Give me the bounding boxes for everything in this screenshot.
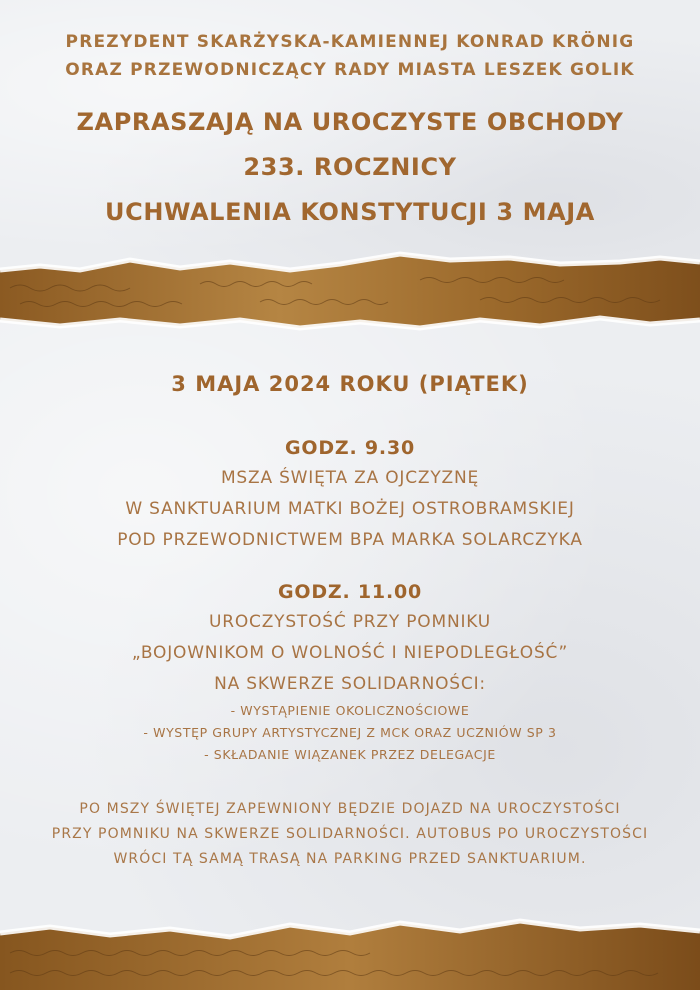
title-line-1: ZAPRASZAJĄ NA UROCZYSTE OBCHODY [76, 108, 624, 136]
event-ceremony-time: GODZ. 11.00 [277, 581, 423, 603]
event-mass-line-2: W SANKTUARIUM MATKI BOŻEJ OSTROBRAMSKIEJ [125, 499, 575, 519]
torn-parchment-strip-top [0, 240, 700, 340]
title-line-2: 233. ROCZNICY [243, 153, 457, 181]
event-ceremony-line-2: „BOJOWNIKOM O WOLNOŚĆ I NIEPODLEGŁOŚĆ” [131, 643, 569, 663]
ceremony-program-item: - WYSTĄPIENIE OKOLICZNOŚCIOWE [230, 703, 470, 718]
organizers-line-1: PREZYDENT SKARŻYSKA-KAMIENNEJ KONRAD KRÖNIG [65, 32, 635, 52]
transport-note-line-3: WRÓCI TĄ SAMĄ TRASĄ NA PARKING PRZED SANKTUARIUM. [113, 851, 587, 867]
ceremony-program-item: - SKŁADANIE WIĄZANEK PRZEZ DELEGACJE [204, 747, 496, 762]
title-line-3: UCHWALENIA KONSTYTUCJI 3 MAJA [105, 198, 595, 226]
event-ceremony-line-1: UROCZYSTOŚĆ PRZY POMNIKU [208, 612, 492, 632]
event-mass [0, 433, 700, 556]
ceremony-program-item: - WYSTĘP GRUPY ARTYSTYCZNEJ Z MCK ORAZ UCZNIÓW SP 3 [143, 725, 557, 740]
event-date: 3 MAJA 2024 ROKU (PIĄTEK) [171, 372, 529, 396]
invitation-title [0, 100, 700, 235]
ceremony-program-list [0, 700, 700, 766]
event-mass-line-1: MSZA ŚWIĘTA ZA OJCZYZNĘ [220, 468, 480, 488]
transport-note [0, 797, 700, 872]
organizers-line-2: ORAZ PRZEWODNICZĄCY RADY MIASTA LESZEK GOLIK [65, 60, 635, 80]
transport-note-line-1: PO MSZY ŚWIĘTEJ ZAPEWNIONY BĘDZIE DOJAZD NA UROCZYSTOŚCI [79, 801, 621, 817]
event-ceremony-line-3: NA SKWERZE SOLIDARNOŚCI: [214, 674, 486, 694]
transport-note-line-2: PRZY POMNIKU NA SKWERZE SOLIDARNOŚCI. AUTOBUS PO UROCZYSTOŚCI [51, 826, 649, 842]
torn-parchment-strip-bottom [0, 905, 700, 990]
organizers-header [0, 28, 700, 84]
event-ceremony [0, 577, 700, 766]
event-mass-line-3: POD PRZEWODNICTWEM BPA MARKA SOLARCZYKA [117, 530, 583, 550]
event-mass-time: GODZ. 9.30 [284, 437, 415, 459]
